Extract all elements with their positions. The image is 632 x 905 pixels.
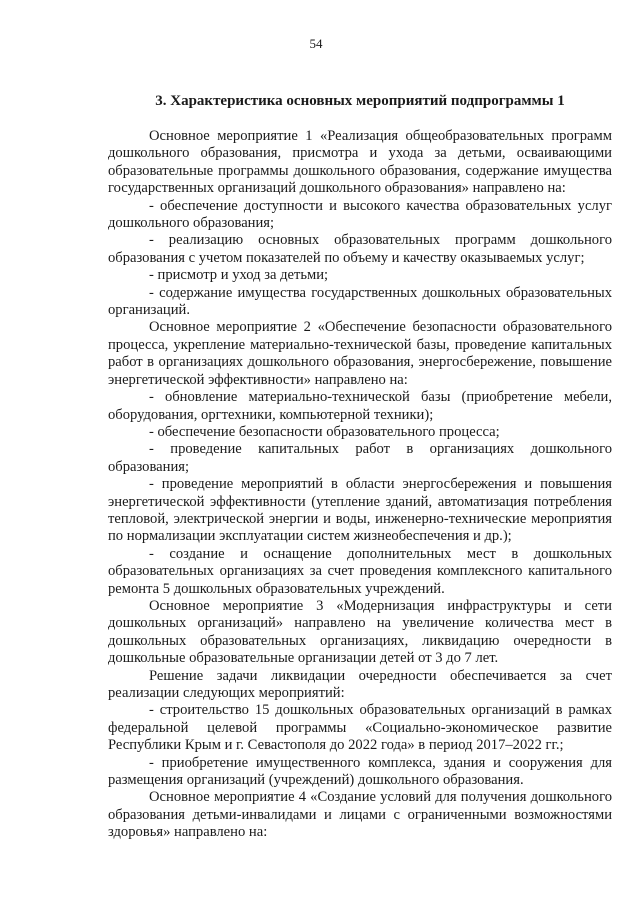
- list-item: - обеспечение доступности и высокого качества образовательных услуг дошкольного образования;: [108, 197, 612, 232]
- list-item: - содержание имущества государственных дошкольных образовательных организаций.: [108, 284, 612, 319]
- document-body: [108, 92, 612, 842]
- list-item: - проведение капитальных работ в организациях дошкольного образования;: [108, 441, 612, 475]
- paragraph-activity-4-intro: Основное мероприятие 4 «Создание условий для получения дошкольного образования детьми-инвалидами и лицами с ограниченными возможностями здоровья» направлено на:: [108, 789, 612, 841]
- list-item: - присмотр и уход за детьми;: [149, 267, 329, 284]
- paragraph-activity-3-intro: Основное мероприятие 3 «Модернизация инфраструктуры и сети дошкольных организаций» направлено на увеличение количества мест в дошкольных образовательных организациях, ликвидацию очередности в дошкольные образовательные организации детей от 3 до 7 лет.: [108, 597, 612, 667]
- list-item: - создание и оснащение дополнительных мест в дошкольных образовательных организациях за счет проведения комплексного капитального ремонта 5 дошкольных образовательных учреждений.: [108, 545, 612, 597]
- list-item: - реализацию основных образовательных программ дошкольного образования с учетом показателей по объему и качеству оказываемых услуг;: [108, 232, 612, 266]
- list-item: - проведение мероприятий в области энергосбережения и повышения энергетической эффективности (утепление зданий, автоматизация потребления тепловой, электрической энергии и воды, инженерно-технические мероприятия по нормализации эксплуатации систем жизнеобеспечения и др.);: [108, 476, 612, 545]
- list-item: - приобретение имущественного комплекса, здания и сооружения для размещения организаций (учреждений) дошкольного образования.: [108, 754, 612, 789]
- paragraph-activity-2-intro: Основное мероприятие 2 «Обеспечение безопасности образовательного процесса, укрепление материально-технической базы, проведение капитальных работ в организациях дошкольного образования, энергосбережение, повышение энергетической эффективности» направлено на:: [108, 319, 612, 388]
- page-number: 54: [309, 36, 323, 51]
- list-item: - обеспечение безопасности образовательного процесса;: [149, 423, 500, 440]
- list-item: - строительство 15 дошкольных образовательных организаций в рамках федеральной целевой программы «Социально-экономическое развитие Республики Крым и г. Севастополя до 2022 года» в период 2017–2022 гг.;: [108, 702, 612, 754]
- list-item: - обновление материально-технической базы (приобретение мебели, оборудования, оргтехники, компьютерной техники);: [108, 389, 612, 423]
- paragraph-activity-1-intro: Основное мероприятие 1 «Реализация общеобразовательных программ дошкольного образования, присмотра и ухода за детьми, осваивающими образовательные программы дошкольного образования, содержание имущества государственных организаций дошкольного образования» направлено на:: [108, 128, 612, 197]
- section-title: 3. Характеристика основных мероприятий подпрограммы 1: [155, 93, 565, 109]
- paragraph-queue-solution: Решение задачи ликвидации очередности обеспечивается за счет реализации следующих мероприятий:: [108, 667, 612, 701]
